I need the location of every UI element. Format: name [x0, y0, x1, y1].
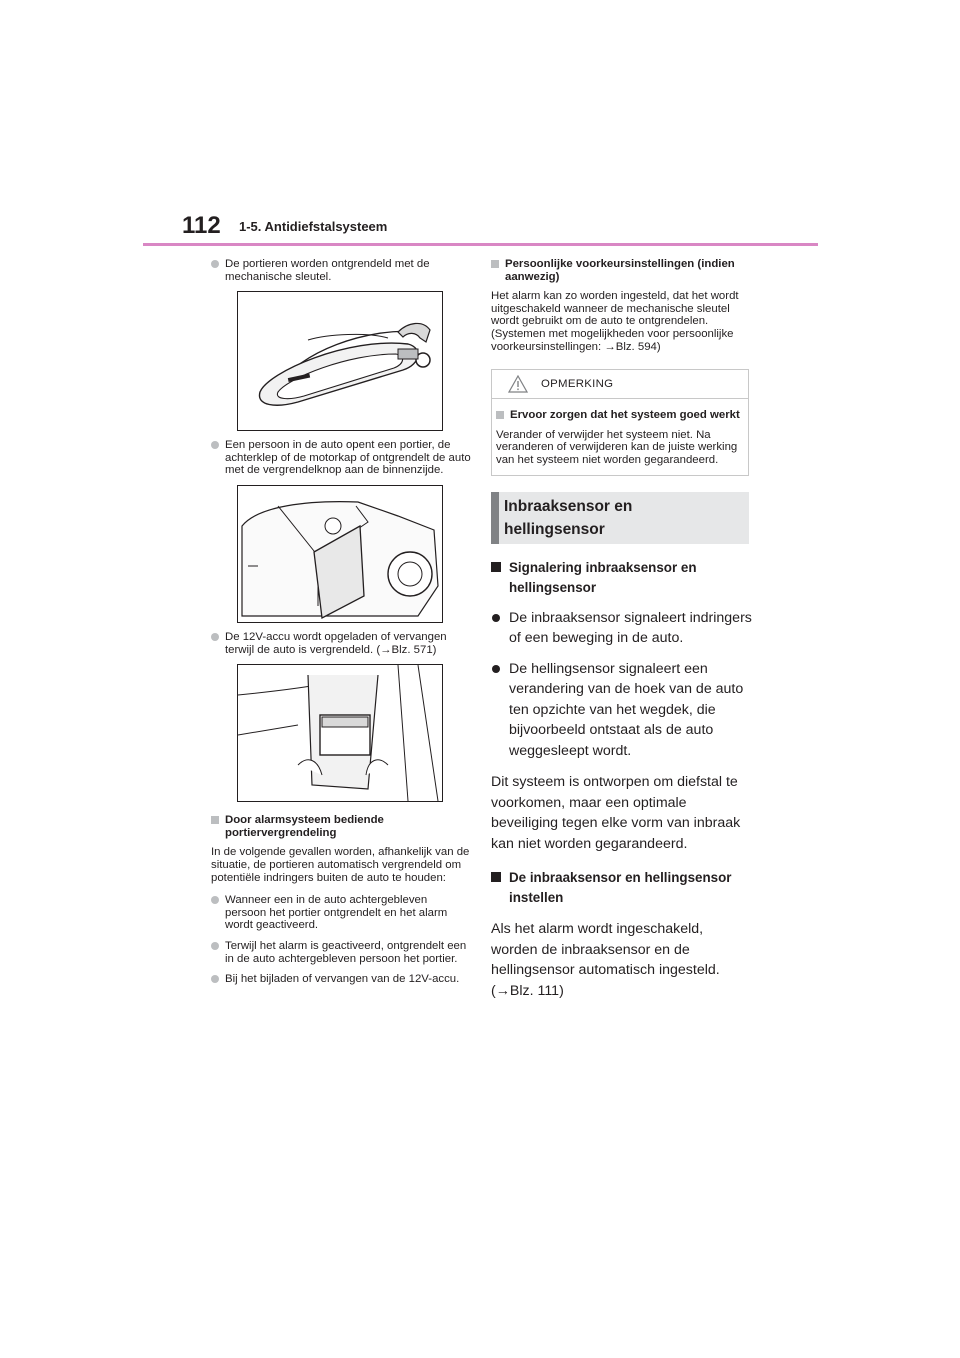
subheading: De inbraaksensor en hellingsensor instellen: [491, 868, 753, 908]
list-item: [211, 894, 471, 932]
paragraph: In de volgende gevallen worden, afhankelijk van de situatie, de portieren automatisch vergrendeld om potentiële indringers buiten de auto te houden:: [211, 846, 470, 884]
banner-bar: [491, 492, 499, 544]
bullet-text: Terwijl het alarm is geactiveerd, ontgrendelt een in de auto achtergebleven persoon het portier.: [225, 939, 467, 965]
note-text: Verander of verwijder het systeem niet. Na veranderen of verwijderen kan de juiste werking van het systeem niet worden gegarandeerd.: [496, 428, 738, 466]
bullet-dot-icon: [211, 975, 219, 983]
bullet-text: De 12V-accu wordt opgeladen of vervangen terwijl de auto is vergrendeld. (→Blz. 571): [225, 630, 447, 656]
paragraph: Als het alarm wordt ingeschakeld, worden de inbraaksensor en de hellingsensor automatisch ingesteld. (→Blz. 111): [491, 921, 720, 999]
list-item: [491, 608, 753, 649]
paragraph: Het alarm kan zo worden ingesteld, dat het wordt uitgeschakeld wanneer de mechanische sleutel wordt gebruikt om de auto te ontgrendelen.: [491, 290, 739, 328]
banner-title: Inbraaksensor en hellingsensor: [504, 497, 633, 538]
list-item: [211, 973, 471, 986]
list-item: [211, 258, 471, 283]
warning-triangle-icon: [508, 375, 528, 393]
right-column: [491, 258, 753, 1001]
note-body: [492, 399, 748, 474]
bullet-dot-icon: [492, 665, 500, 673]
square-bullet-icon: [491, 562, 501, 572]
list-item: [211, 439, 471, 477]
bullet-text: De portieren worden ontgrendeld met de mechanische sleutel.: [225, 258, 430, 283]
bullet-dot-icon: [211, 441, 219, 449]
left-column: [211, 258, 471, 994]
open-door-illustration: [237, 485, 443, 623]
bullet-dot-icon: [492, 614, 500, 622]
bullet-dot-icon: [211, 260, 219, 268]
bullet-dot-icon: [211, 942, 219, 950]
note-label: OPMERKING: [541, 378, 614, 391]
list-item: [491, 659, 753, 762]
subheading: Door alarmsysteem bediende portiervergrendeling: [211, 814, 471, 839]
paragraph: Dit systeem is ontworpen om diefstal te voorkomen, maar een optimale beveiliging tegen elke vorm van inbraak kan niet worden gegarandeerd.: [491, 774, 741, 852]
list-item: [211, 940, 471, 965]
note-box: [491, 369, 749, 475]
note-header: [492, 370, 748, 399]
section-title: 1-5. Antidiefstalsysteem: [239, 219, 388, 234]
bullet-dot-icon: [211, 896, 219, 904]
page-number: 112: [182, 212, 221, 239]
bullet-text: De inbraaksensor signaleert indringers of een beweging in de auto.: [509, 609, 752, 647]
section-banner: [491, 492, 749, 544]
subheading: Signalering inbraaksensor en hellingsensor: [491, 558, 753, 598]
bullet-text: Wanneer een in de auto achtergebleven persoon het portier ontgrendelt en het alarm wordt geactiveerd.: [225, 894, 448, 932]
square-bullet-icon: [496, 411, 504, 419]
note-subheading: Ervoor zorgen dat het systeem goed werkt: [496, 409, 742, 422]
list-item: [211, 631, 471, 656]
square-bullet-icon: [491, 872, 501, 882]
subheading: Persoonlijke voorkeursinstellingen (indien aanwezig): [491, 258, 753, 283]
header-rule: [143, 243, 818, 246]
square-bullet-icon: [211, 816, 219, 824]
door-handle-illustration: [237, 291, 443, 431]
paragraph: (Systemen met mogelijkheden voor persoonlijke voorkeursinstellingen: →Blz. 594): [491, 327, 734, 353]
square-bullet-icon: [491, 260, 499, 268]
bullet-text: De hellingsensor signaleert een verandering van de hoek van de auto ten opzichte van het wegdek, die bijvoorbeeld ontstaat als de auto weggesleept wordt.: [509, 660, 744, 759]
battery-illustration: [237, 664, 443, 802]
bullet-text: Een persoon in de auto opent een portier, de achterklep of de motorkap of ontgrendelt de auto met de vergrendelknop aan de binnenzijde.: [225, 439, 471, 477]
bullet-dot-icon: [211, 633, 219, 641]
bullet-text: Bij het bijladen of vervangen van de 12V-accu.: [225, 973, 460, 986]
